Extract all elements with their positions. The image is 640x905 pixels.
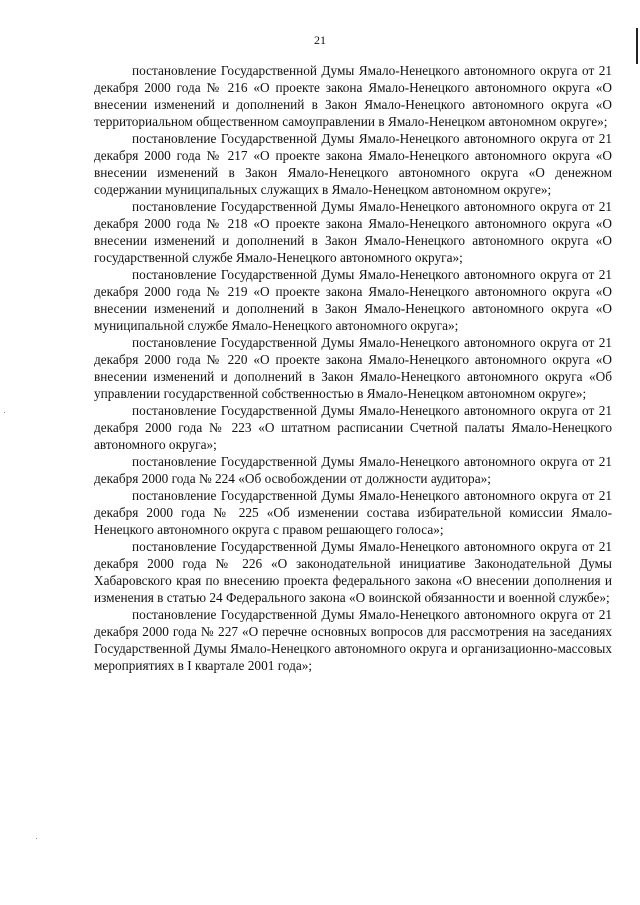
paragraph-resolution-223: постановление Государственной Думы Ямало-Ненецкого автономного округа от 21 декабря 2000 года № 223 «О штатном расписании Счетной палаты Ямало-Ненецкого автономного округа»; <box>94 403 612 452</box>
paragraph-resolution-217: постановление Государственной Думы Ямало-Ненецкого автономного округа от 21 декабря 2000 года № 217 «О проекте закона Ямало-Ненецкого автономного округа «О внесении изменений в Закон Ямало-Ненецкого автономного округа «О денежном содержании муниципальных служащих в Ямало-Ненецком автономном округе»; <box>94 131 612 197</box>
paragraph-resolution-226: постановление Государственной Думы Ямало-Ненецкого автономного округа от 21 декабря 2000 года № 226 «О законодательной инициативе Законодательной Думы Хабаровского края по внесению проекта федерального закона «О внесении дополнения и изменения в статью 24 Федерального закона «О воинской обязанности и военной службе»; <box>94 539 612 605</box>
paragraph-resolution-220: постановление Государственной Думы Ямало-Ненецкого автономного округа от 21 декабря 2000 года № 220 «О проекте закона Ямало-Ненецкого автономного округа «О внесении изменений и дополнений в Закон Ямало-Ненецкого автономного округа «Об управлении государственной собственностью в Ямало-Ненецком автономном округе»; <box>94 335 612 401</box>
page-number: 21 <box>314 33 326 47</box>
paragraph-resolution-227: постановление Государственной Думы Ямало-Ненецкого автономного округа от 21 декабря 2000 года № 227 «О перечне основных вопросов для рассмотрения на заседаниях Государственной Думы Ямало-Ненецкого автономного округа и организационно-массовых мероприятиях в I квартале 2001 года»; <box>94 607 612 673</box>
paragraph-resolution-218: постановление Государственной Думы Ямало-Ненецкого автономного округа от 21 декабря 2000 года № 218 «О проекте закона Ямало-Ненецкого автономного округа «О внесении изменений и дополнений в Закон Ямало-Ненецкого автономного округа «О государственной службе Ямало-Ненецкого автономного округа»; <box>94 199 612 265</box>
paragraph-resolution-216: постановление Государственной Думы Ямало-Ненецкого автономного округа от 21 декабря 2000 года № 216 «О проекте закона Ямало-Ненецкого автономного округа «О внесении изменений и дополнений в Закон Ямало-Ненецкого автономного округа «О территориальном общественном самоуправлении в Ямало-Ненецком автономном округе»; <box>94 63 612 129</box>
scan-speck <box>36 838 37 839</box>
paragraph-resolution-225: постановление Государственной Думы Ямало-Ненецкого автономного округа от 21 декабря 2000 года № 225 «Об изменении состава избирательной комиссии Ямало-Ненецкого автономного округа с правом решающего голоса»; <box>94 488 612 537</box>
scan-speck <box>4 412 5 413</box>
paragraph-resolution-219: постановление Государственной Думы Ямало-Ненецкого автономного округа от 21 декабря 2000 года № 219 «О проекте закона Ямало-Ненецкого автономного округа «О внесении изменений и дополнений в Закон Ямало-Ненецкого автономного округа «О муниципальной службе Ямало-Ненецкого автономного округа»; <box>94 267 612 333</box>
document-body <box>94 62 612 674</box>
paragraph-resolution-224: постановление Государственной Думы Ямало-Ненецкого автономного округа от 21 декабря 2000 года № 224 «Об освобождении от должности аудитора»; <box>94 454 612 486</box>
scan-edge-mark <box>636 28 638 64</box>
